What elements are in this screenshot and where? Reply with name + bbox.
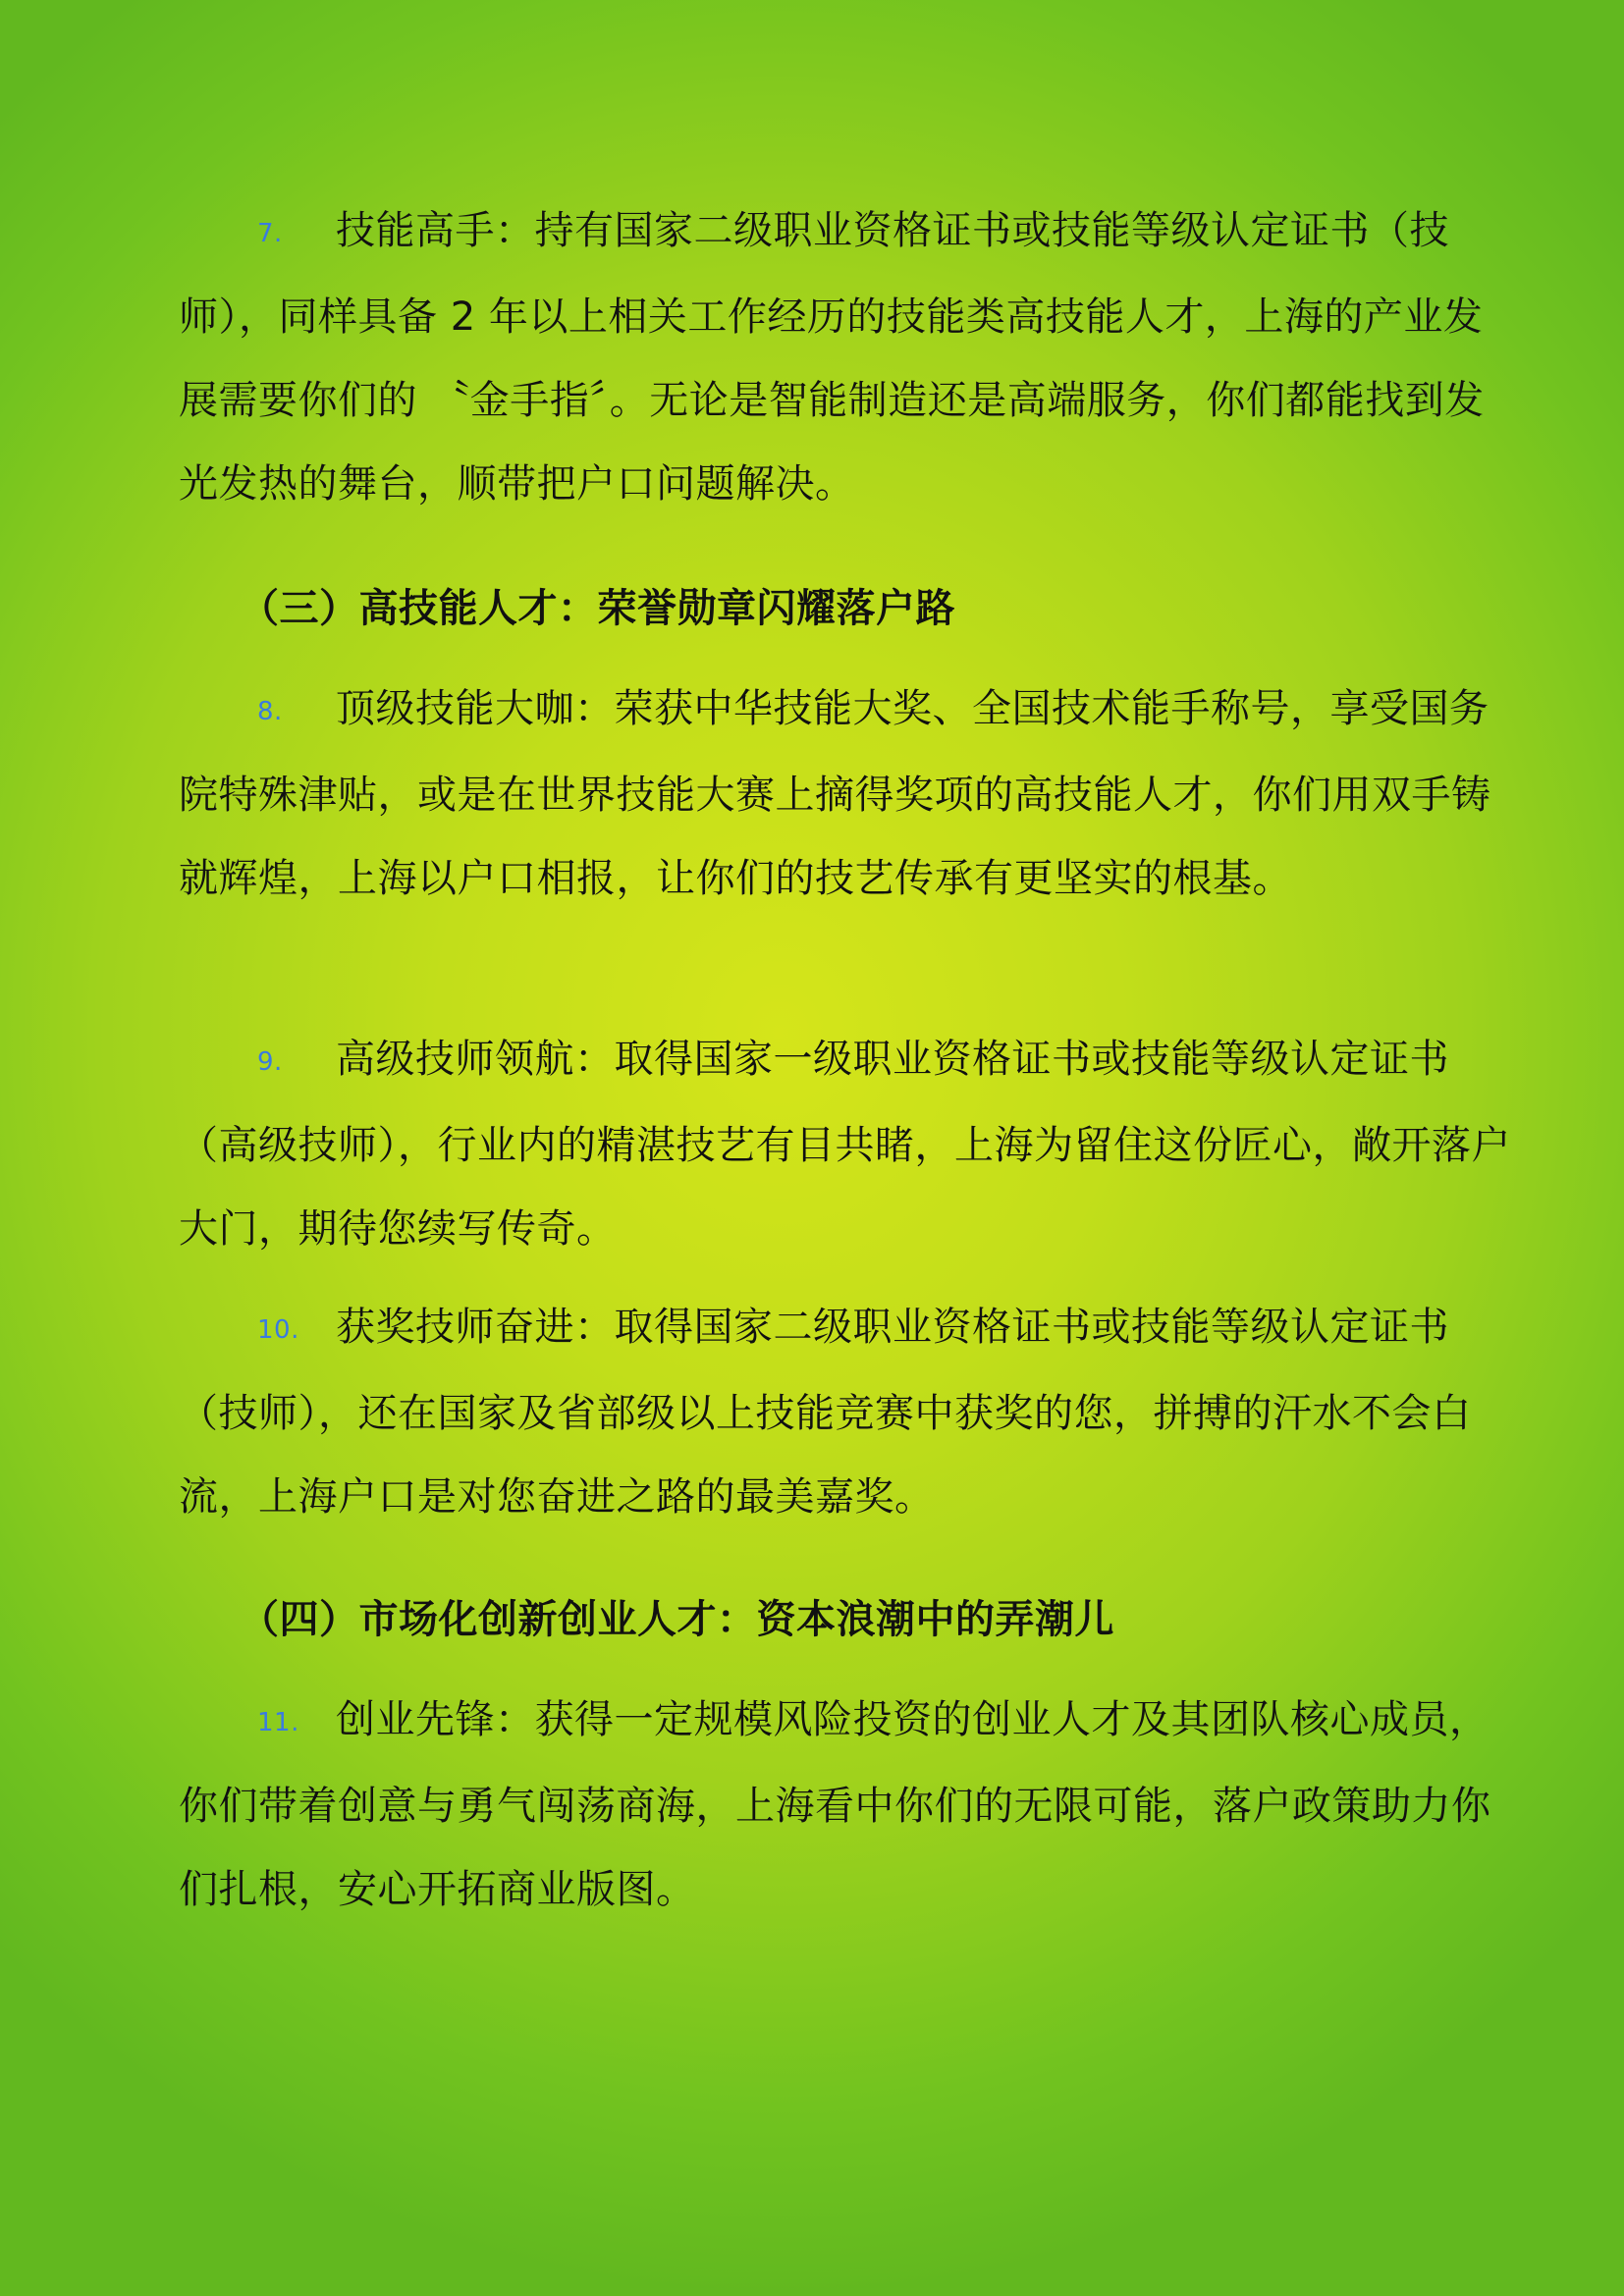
item-text: 顶级技能大咖：荣获中华技能大奖、全国技术能手称号，享受国务院特殊津贴，或是在世界技能大赛上摘得奖项的高技能人才，你们用双手铸就辉煌，上海以户口相报，让你们的技艺传承有更坚实的根基。: [179, 686, 1491, 901]
list-item-8: [179, 667, 1514, 921]
list-item-9: [179, 1018, 1514, 1271]
item-text: 技能高手：持有国家二级职业资格证书或技能等级认定证书（技师），同样具备 2 年以上相关工作经历的技能类高技能人才，上海的产业发展需要你们的 〝金手指〞。无论是智能制造还是高端服务，你们都能找到发光发热的舞台，顺带把户口问题解决。: [179, 208, 1485, 507]
item-number: 10.: [257, 1315, 299, 1345]
item-text: 高级技师领航：取得国家一级职业资格证书或技能等级认定证书（高级技师），行业内的精湛技艺有目共睹，上海为留住这份匠心，敞开落户大门，期待您续写传奇。: [179, 1037, 1511, 1252]
item-text: 获奖技师奋进：取得国家二级职业资格证书或技能等级认定证书（技师），还在国家及省部级以上技能竞赛中获奖的您，拼搏的汗水不会白流，上海户口是对您奋进之路的最美嘉奖。: [179, 1305, 1472, 1520]
section-heading-4: （四）市场化创新创业人才：资本浪潮中的弄潮儿: [240, 1597, 1114, 1642]
list-item-7: [179, 189, 1514, 526]
item-number: 8.: [257, 697, 283, 726]
list-item-11: [179, 1679, 1514, 1932]
item-text: 创业先锋：获得一定规模风险投资的创业人才及其团队核心成员，你们带着创意与勇气闯荡商海，上海看中你们的无限可能，落户政策助力你们扎根，安心开拓商业版图。: [179, 1697, 1491, 1912]
section-heading-3: （三）高技能人才：荣誉勋章闪耀落户路: [240, 586, 955, 631]
list-item-10: [179, 1286, 1514, 1539]
item-number: 11.: [257, 1708, 299, 1737]
item-number: 7.: [257, 219, 283, 248]
item-number: 9.: [257, 1047, 283, 1077]
